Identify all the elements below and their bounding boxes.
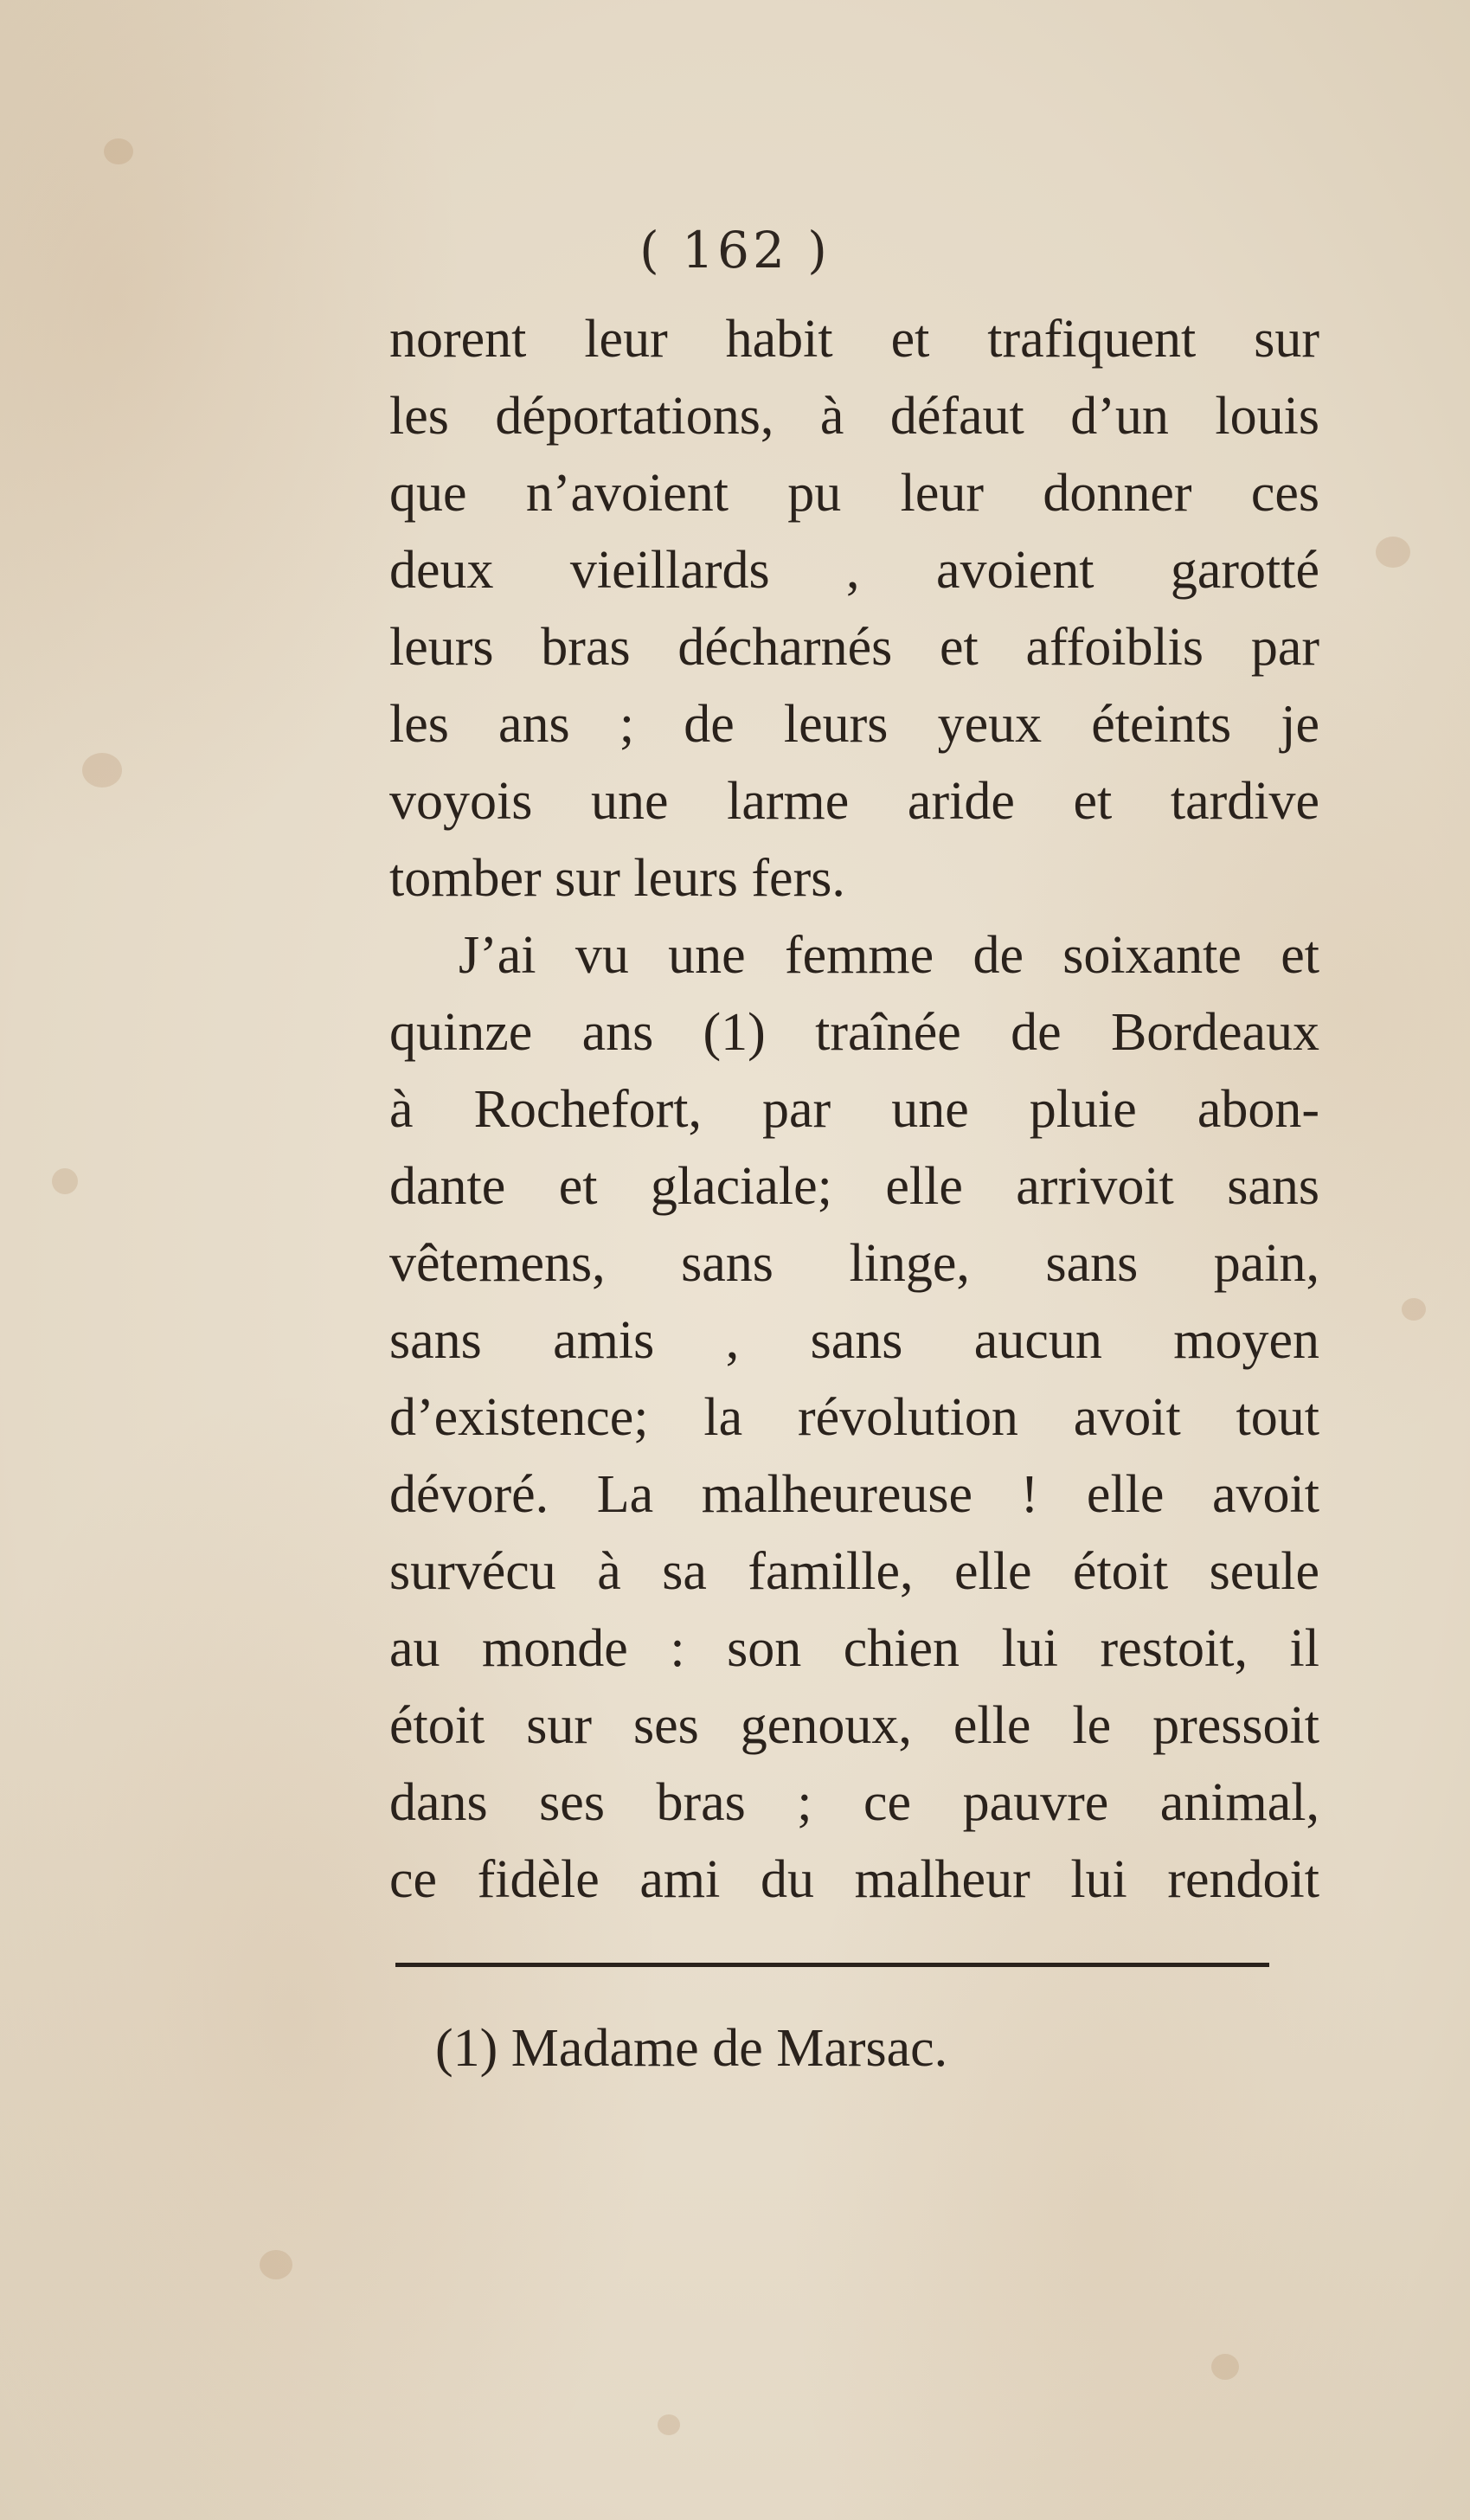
- foxing-spot: [1376, 537, 1410, 568]
- text-line: vêtemens, sans linge, sans pain,: [389, 1234, 1319, 1293]
- text-line: que n’avoient pu leur donner ces: [389, 464, 1319, 523]
- footnote-rule: [395, 1963, 1269, 1967]
- text-line: norent leur habit et trafiquent sur: [389, 310, 1319, 369]
- text-line: dans ses bras ; ce pauvre animal,: [389, 1773, 1319, 1832]
- foxing-spot: [1211, 2354, 1239, 2380]
- text-line: les ans ; de leurs yeux éteints je: [389, 695, 1319, 754]
- text-line: tomber sur leurs fers.: [389, 849, 845, 908]
- text-line: dévoré. La malheureuse ! elle avoit: [389, 1465, 1319, 1524]
- page-number: ( 162 ): [639, 221, 831, 280]
- text-line: au monde : son chien lui restoit, il: [389, 1619, 1319, 1678]
- text-line: d’existence; la révolution avoit tout: [389, 1388, 1319, 1447]
- foxing-spot: [658, 2414, 680, 2435]
- text-line: quinze ans (1) traînée de Bordeaux: [389, 1003, 1319, 1062]
- text-line: leurs bras décharnés et affoiblis par: [389, 618, 1319, 677]
- text-line: dante et glaciale; elle arrivoit sans: [389, 1157, 1319, 1216]
- text-line: étoit sur ses genoux, elle le pressoit: [389, 1696, 1319, 1755]
- text-line: J’ai vu une femme de soixante et: [459, 926, 1319, 985]
- text-line: deux vieillards , avoient garotté: [389, 541, 1319, 600]
- foxing-spot: [260, 2250, 292, 2279]
- text-line: ce fidèle ami du malheur lui rendoit: [389, 1850, 1319, 1909]
- foxing-spot: [104, 138, 133, 164]
- text-line: sans amis , sans aucun moyen: [389, 1311, 1319, 1370]
- text-line: à Rochefort, par une pluie abon-: [389, 1080, 1319, 1139]
- text-line: voyois une larme aride et tardive: [389, 772, 1319, 831]
- foxing-spot: [1402, 1298, 1426, 1321]
- footnote: (1) Madame de Marsac.: [435, 2019, 948, 2078]
- foxing-spot: [82, 753, 122, 788]
- text-line: survécu à sa famille, elle étoit seule: [389, 1542, 1319, 1601]
- text-line: les déportations, à défaut d’un louis: [389, 387, 1319, 446]
- body-text: [389, 301, 1319, 1919]
- foxing-spot: [52, 1168, 78, 1194]
